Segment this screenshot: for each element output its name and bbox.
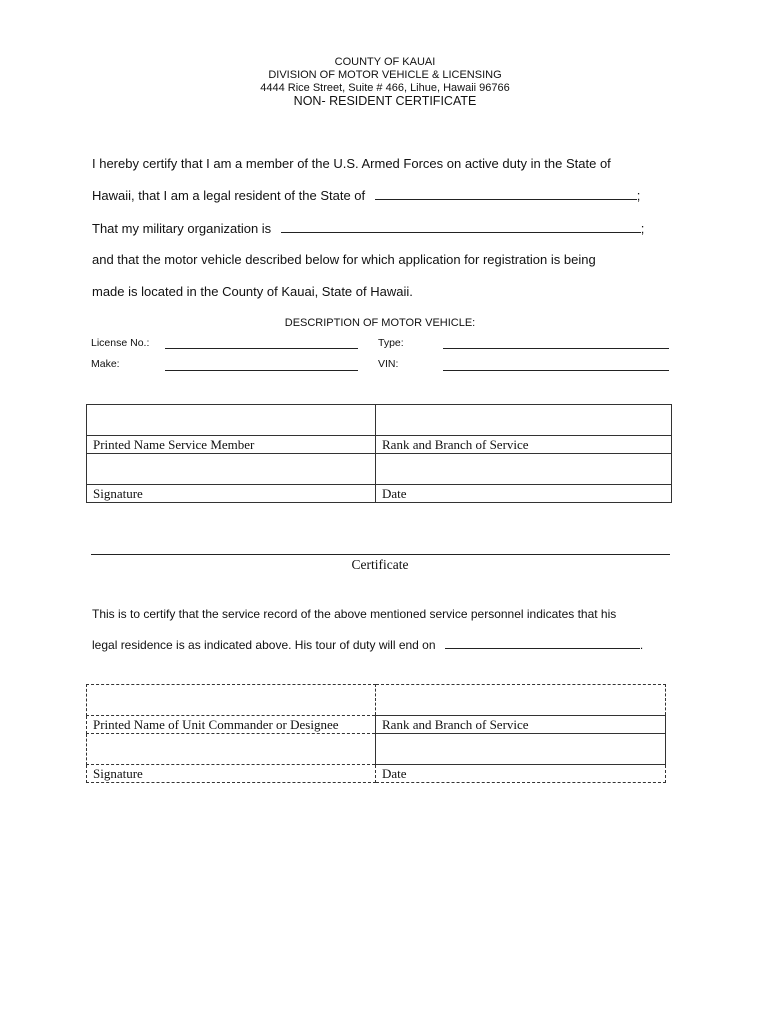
type-field[interactable] bbox=[443, 348, 669, 349]
declaration-line-3 bbox=[92, 220, 644, 237]
commander-signature-label: Signature bbox=[87, 765, 376, 783]
declaration-line-2-text: Hawaii, that I am a legal resident of the State of bbox=[92, 188, 366, 203]
line-terminator: ; bbox=[636, 188, 641, 203]
commander-name-label: Printed Name of Unit Commander or Designee bbox=[87, 716, 376, 734]
commander-table bbox=[86, 684, 666, 783]
declaration-line-5: made is located in the County of Kauai, State of Hawaii. bbox=[92, 284, 413, 299]
vin-field[interactable] bbox=[443, 370, 669, 371]
military-organization-field[interactable] bbox=[281, 220, 641, 233]
line-terminator: . bbox=[639, 638, 644, 652]
license-number-field[interactable] bbox=[165, 348, 358, 349]
commander-date-label: Date bbox=[376, 765, 666, 783]
type-label: Type: bbox=[378, 337, 404, 349]
tour-end-date-field[interactable] bbox=[445, 637, 640, 649]
printed-name-label: Printed Name Service Member bbox=[87, 436, 376, 454]
header-county: COUNTY OF KAUAI bbox=[334, 56, 436, 68]
service-member-table bbox=[86, 404, 672, 503]
date-label: Date bbox=[376, 485, 672, 503]
vehicle-description-heading: DESCRIPTION OF MOTOR VEHICLE: bbox=[284, 317, 476, 329]
vin-label: VIN: bbox=[378, 358, 399, 370]
commander-rank-label: Rank and Branch of Service bbox=[376, 716, 666, 734]
signature-label: Signature bbox=[87, 485, 376, 503]
page-title: NON- RESIDENT CERTIFICATE bbox=[293, 94, 477, 108]
line-terminator: ; bbox=[640, 221, 645, 236]
legal-residence-state-field[interactable] bbox=[375, 187, 637, 200]
commander-signature-input-cell[interactable] bbox=[87, 734, 376, 765]
signature-input-cell[interactable] bbox=[87, 454, 376, 485]
make-field[interactable] bbox=[165, 370, 358, 371]
certificate-line-1: This is to certify that the service record of the above mentioned service personnel indicates that his bbox=[92, 607, 617, 621]
certificate-heading: Certificate bbox=[351, 557, 409, 572]
commander-rank-input-cell[interactable] bbox=[376, 685, 666, 716]
make-label: Make: bbox=[91, 358, 120, 370]
date-input-cell[interactable] bbox=[376, 454, 672, 485]
declaration-line-1: I hereby certify that I am a member of the U.S. Armed Forces on active duty in the State of bbox=[92, 156, 611, 171]
certificate-line-2-text: legal residence is as indicated above. His tour of duty will end on bbox=[92, 638, 436, 652]
declaration-line-2 bbox=[92, 187, 640, 204]
section-divider bbox=[91, 554, 670, 555]
commander-name-input-cell[interactable] bbox=[87, 685, 376, 716]
rank-branch-input-cell[interactable] bbox=[376, 405, 672, 436]
header-address: 4444 Rice Street, Suite # 466, Lihue, Hawaii 96766 bbox=[260, 82, 510, 94]
header-division: DIVISION OF MOTOR VEHICLE & LICENSING bbox=[268, 69, 502, 81]
printed-name-input-cell[interactable] bbox=[87, 405, 376, 436]
license-number-label: License No.: bbox=[91, 337, 150, 349]
commander-date-input-cell[interactable] bbox=[376, 734, 666, 765]
declaration-line-4: and that the motor vehicle described below for which application for registration is being bbox=[92, 252, 596, 267]
rank-branch-label: Rank and Branch of Service bbox=[376, 436, 672, 454]
declaration-line-3-text: That my military organization is bbox=[92, 221, 272, 236]
certificate-line-2 bbox=[92, 637, 643, 653]
